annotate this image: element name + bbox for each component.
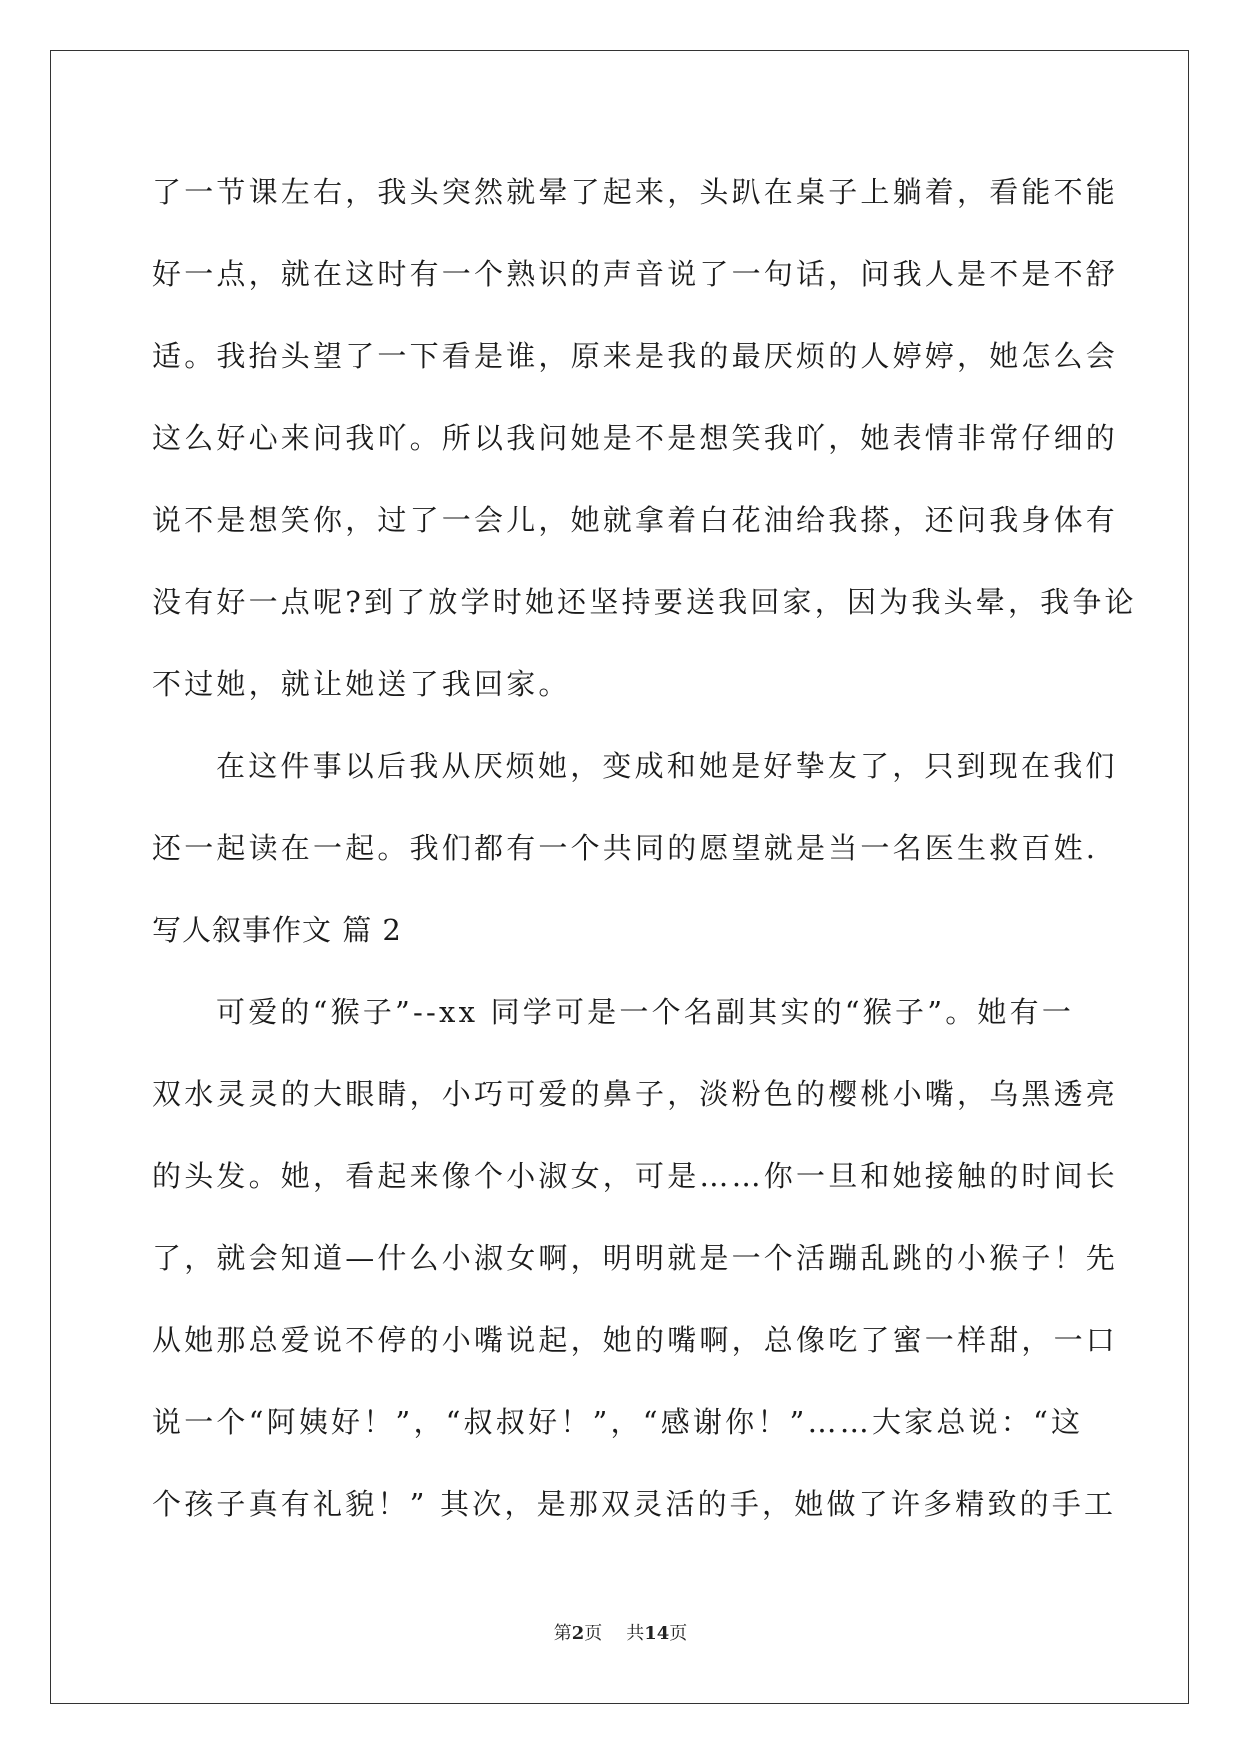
page-number: 2 [571,1623,585,1644]
text-line: 没有好一点呢?到了放学时她还坚持要送我回家，因为我头晕，我争论 [152,585,1137,619]
paragraph-start-line: 在这件事以后我从厌烦她，变成和她是好挚友了，只到现在我们 [216,749,1118,783]
page-suffix: 页 [584,1623,603,1644]
paragraph-start-line: 可爱的“猴子”--xx 同学可是一个名副其实的“猴子”。她有一 [216,995,1075,1029]
text-line: 不过她，就让她送了我回家。 [152,667,571,701]
total-suffix: 页 [669,1623,688,1644]
text-line: 还一起读在一起。我们都有一个共同的愿望就是当一名医生救百姓. [152,831,1099,865]
section-heading: 写人叙事作文 篇 2 [152,913,402,947]
total-prefix: 共 [626,1623,645,1644]
text-line: 说一个“阿姨好！”，“叔叔好！”，“感谢你！”……大家总说：“这 [152,1405,1084,1439]
text-line: 的头发。她，看起来像个小淑女，可是……你一旦和她接触的时间长 [152,1159,1119,1193]
text-line: 从她那总爱说不停的小嘴说起，她的嘴啊，总像吃了蜜一样甜，一口 [152,1323,1119,1357]
text-line: 这么好心来问我吖。所以我问她是不是想笑我吖，她表情非常仔细的 [152,421,1119,455]
text-line: 适。我抬头望了一下看是谁，原来是我的最厌烦的人婷婷，她怎么会 [152,339,1119,373]
text-line: 说不是想笑你，过了一会儿，她就拿着白花油给我搽，还问我身体有 [152,503,1119,537]
text-line: 好一点，就在这时有一个熟识的声音说了一句话，问我人是不是不舒 [152,257,1119,291]
text-line: 了，就会知道—什么小淑女啊，明明就是一个活蹦乱跳的小猴子！先 [152,1241,1119,1275]
text-line: 个孩子真有礼貌！” 其次，是那双灵活的手，她做了许多精致的手工 [152,1487,1117,1521]
text-line: 了一节课左右，我头突然就晕了起来，头趴在桌子上躺着，看能不能 [152,175,1119,209]
page-prefix: 第 [553,1623,572,1644]
page-footer [0,1622,1241,1646]
total-pages: 14 [644,1623,670,1644]
text-line: 双水灵灵的大眼睛，小巧可爱的鼻子，淡粉色的樱桃小嘴，乌黑透亮 [152,1077,1119,1111]
document-body [152,164,1137,1558]
